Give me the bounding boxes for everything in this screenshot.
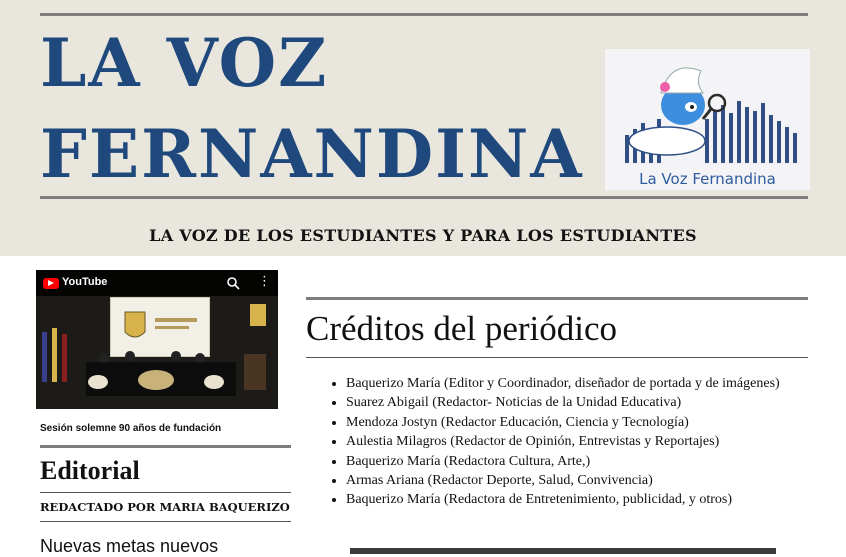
newspaper-title-line2: FERNANDINA — [40, 115, 584, 193]
credits-heading: Créditos del periódico — [306, 309, 618, 348]
editorial-rule-bottom — [40, 521, 291, 522]
masthead-rule-top — [40, 13, 808, 16]
editorial-byline: REDACTADO POR MARIA BAQUERIZO — [40, 500, 290, 514]
smurf-mascot-icon — [605, 49, 810, 190]
editorial-rule-mid — [40, 492, 291, 493]
credit-item: • Baquerizo María (Redactora de Entretenimiento, publicidad, y otros) — [346, 490, 816, 509]
credit-item: • Baquerizo María (Editor y Coordinador, diseñador de portada y de imágenes) — [346, 374, 816, 393]
credits-rule-top — [306, 297, 808, 300]
editorial-teaser: Nuevas metas nuevos — [40, 536, 219, 556]
youtube-video-embed[interactable] — [36, 270, 278, 409]
credits-rule-bottom — [306, 357, 808, 358]
editorial-rule-top — [40, 445, 291, 448]
credit-item: • Aulestia Milagros (Redactor de Opinión, Entrevistas y Reportajes) — [346, 432, 816, 451]
masthead-rule-bottom — [40, 196, 808, 199]
masthead — [0, 0, 846, 256]
credit-item: • Mendoza Jostyn (Redactor Educación, Ciencia y Tecnología) — [346, 413, 816, 432]
logo-caption: La Voz Fernandina — [639, 170, 776, 188]
ceremony-scene-icon — [36, 270, 278, 409]
newspaper-title-line1: LA VOZ — [40, 24, 329, 102]
editorial-heading: Editorial — [40, 456, 140, 485]
youtube-label: YouTube — [62, 276, 108, 288]
photo-preview — [350, 548, 776, 554]
newspaper-slogan: LA VOZ DE LOS ESTUDIANTES Y PARA LOS ESTUDIANTES — [149, 226, 697, 245]
credit-item: • Suarez Abigail (Redactor- Noticias de la Unidad Educativa) — [346, 393, 816, 412]
more-vertical-icon[interactable]: ⋮ — [258, 274, 271, 289]
video-caption: Sesión solemne 90 años de fundación — [40, 423, 222, 434]
credit-item: • Armas Ariana (Redactor Deporte, Salud, Convivencia) — [346, 471, 816, 490]
newspaper-logo — [605, 49, 810, 190]
credits-list — [306, 374, 816, 510]
credit-item: • Baquerizo María (Redactora Cultura, Arte,) — [346, 452, 816, 471]
